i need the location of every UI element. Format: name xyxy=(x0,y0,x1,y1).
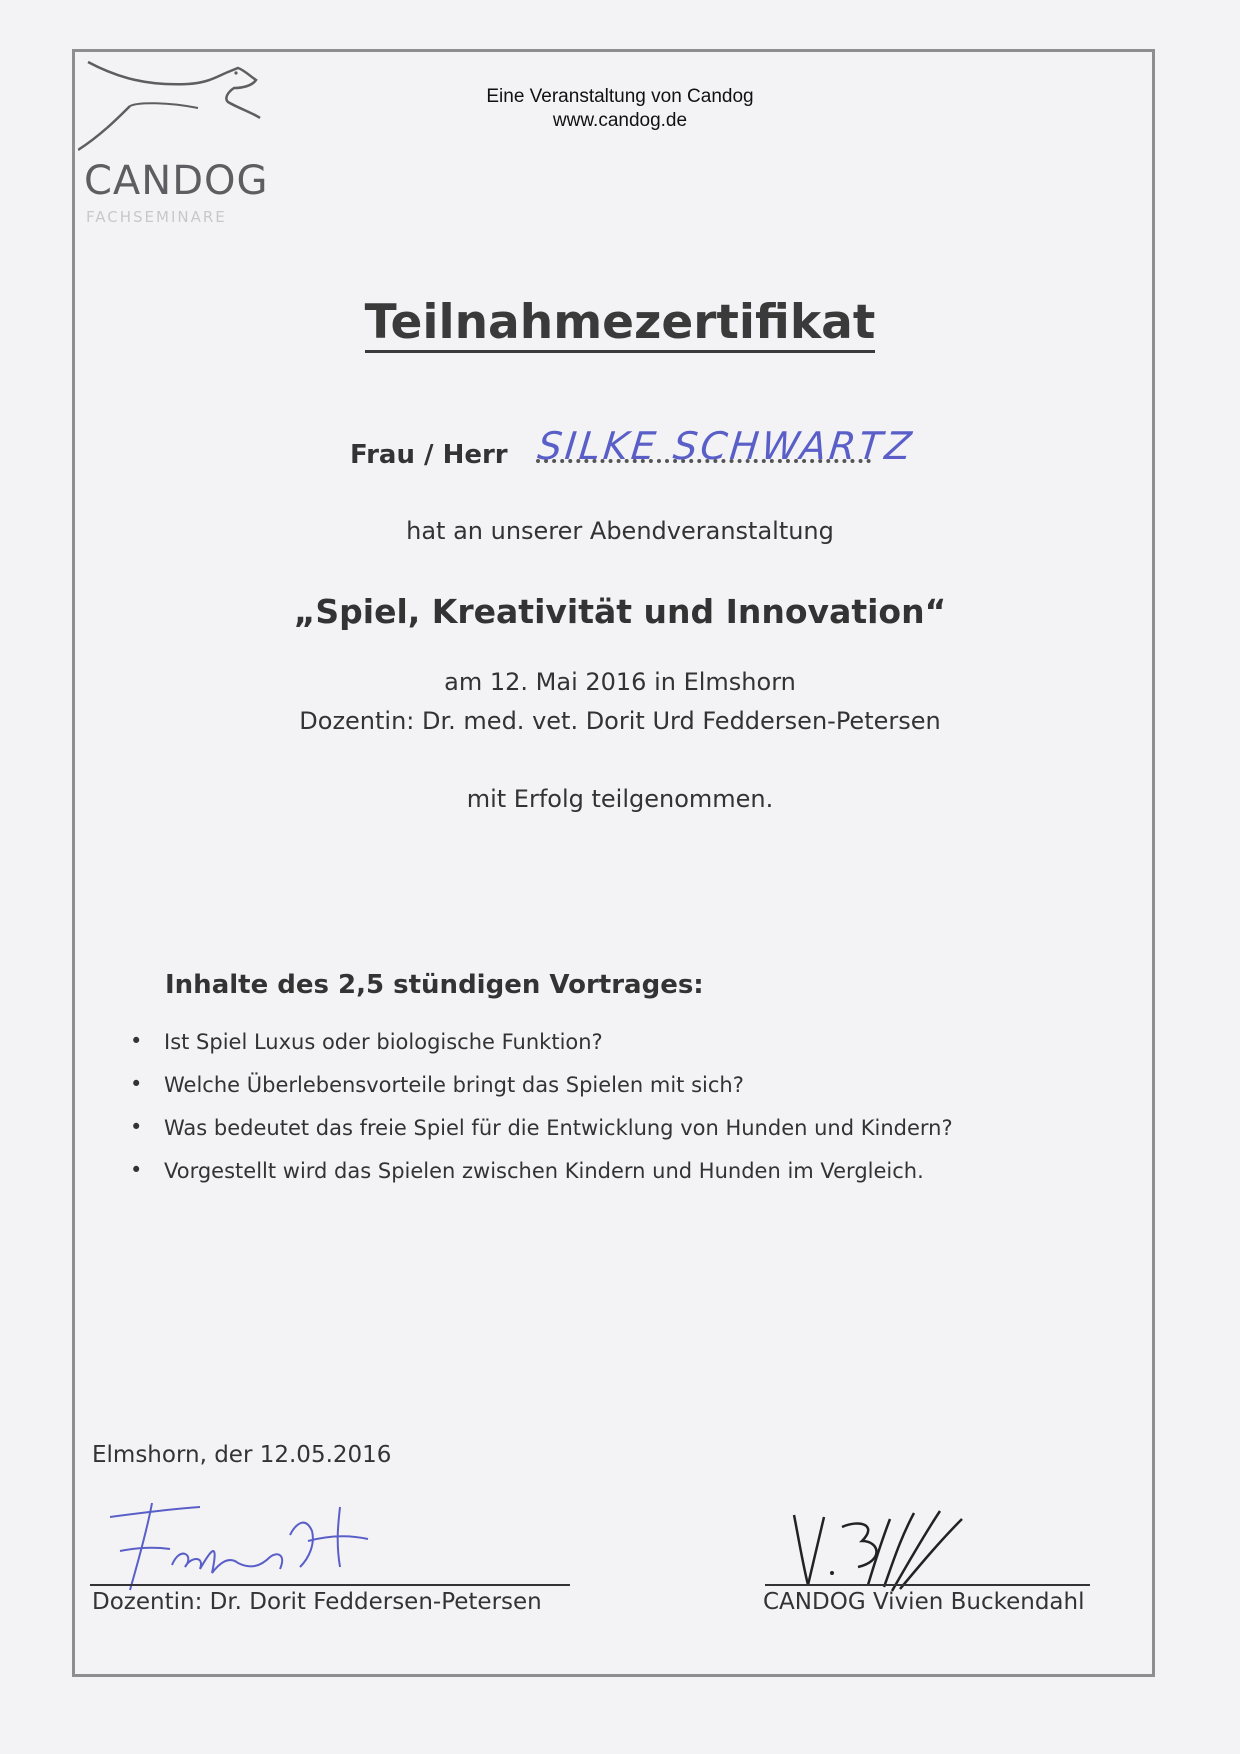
lecturer-signature xyxy=(100,1495,400,1595)
organizer-website: www.candog.de xyxy=(552,110,688,131)
organizer-line: Eine Veranstaltung von Candog xyxy=(486,86,754,107)
event-title: „Spiel, Kreativität und Innovation“ xyxy=(293,592,947,631)
place-date: Elmshorn, der 12.05.2016 xyxy=(92,1442,392,1468)
salutation: Frau / Herr xyxy=(350,440,508,470)
organizer-signature-line xyxy=(765,1584,1090,1586)
lecturer-signature-label: Dozentin: Dr. Dorit Feddersen-Petersen xyxy=(92,1589,542,1615)
lecturer-line: Dozentin: Dr. med. vet. Dorit Urd Feddersen-Petersen xyxy=(299,707,941,735)
certificate-border xyxy=(72,49,1155,1677)
participant-name: SILKE SCHWARTZ xyxy=(535,424,917,468)
logo-subtitle: FACHSEMINARE xyxy=(86,208,227,226)
document-title-text: Teilnahmezertifikat xyxy=(365,295,876,353)
dog-logo-icon xyxy=(78,58,278,158)
logo-wordmark: CANDOG xyxy=(84,158,269,204)
event-date-location: am 12. Mai 2016 in Elmshorn xyxy=(444,668,796,696)
success-text: mit Erfolg teilgenommen. xyxy=(466,785,774,813)
document-title xyxy=(0,295,1240,350)
list-item: • Was bedeutet das freie Spiel für die Entwicklung von Hunden und Kindern? xyxy=(130,1116,953,1159)
lecturer-signature-line xyxy=(90,1584,570,1586)
organizer-signature-label: CANDOG Vivien Buckendahl xyxy=(763,1589,1085,1615)
list-item: • Ist Spiel Luxus oder biologische Funktion? xyxy=(130,1030,953,1073)
candog-logo xyxy=(78,58,278,233)
intro-text: hat an unserer Abendveranstaltung xyxy=(406,517,834,545)
contents-list xyxy=(130,1030,953,1202)
list-item: • Vorgestellt wird das Spielen zwischen Kindern und Hunden im Vergleich. xyxy=(130,1159,953,1202)
contents-heading: Inhalte des 2,5 stündigen Vortrages: xyxy=(165,970,704,1000)
list-item: • Welche Überlebensvorteile bringt das Spielen mit sich? xyxy=(130,1073,953,1116)
